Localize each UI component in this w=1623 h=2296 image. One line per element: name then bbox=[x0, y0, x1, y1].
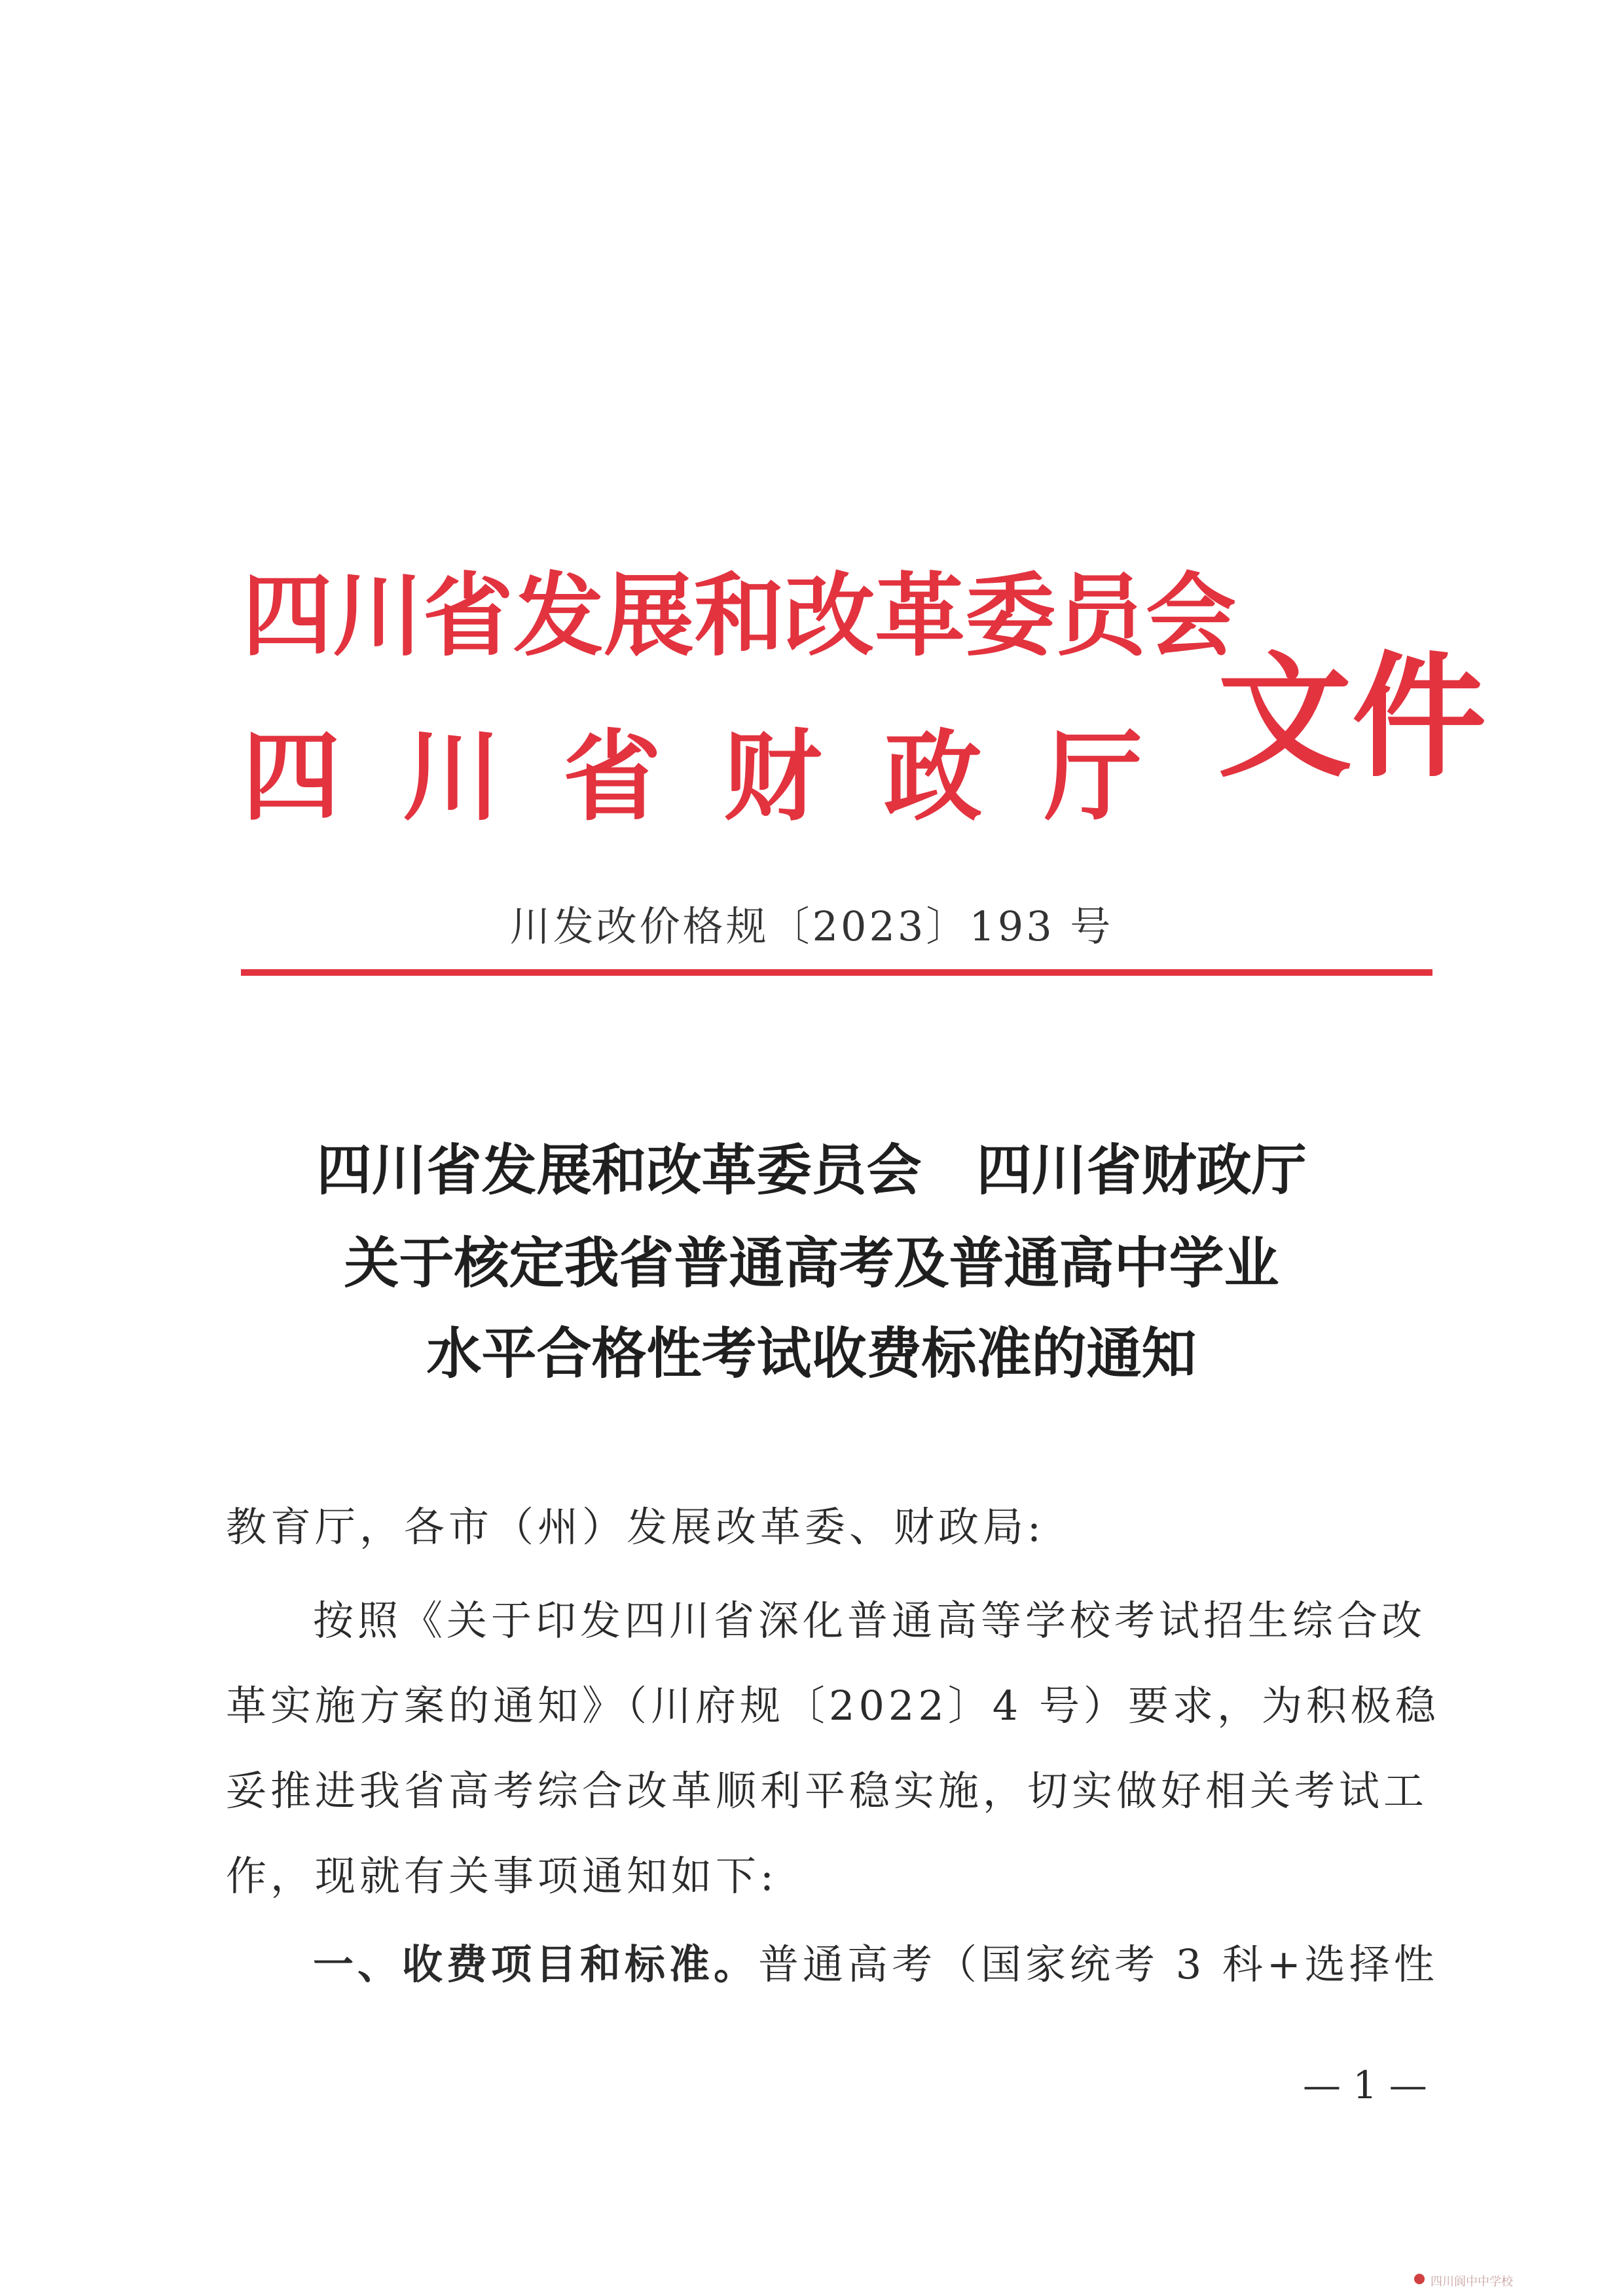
section-1 bbox=[313, 1932, 1438, 1990]
page-number: — 1 — bbox=[1303, 2063, 1427, 2107]
title-line-2: 关于核定我省普通高考及普通高中学业 bbox=[344, 1231, 1279, 1295]
paragraph-line: 作，现就有关事项通知如下: bbox=[226, 1852, 778, 1900]
title-line-1: 四川省发展和改革委员会 四川省财政厅 bbox=[316, 1138, 1307, 1202]
masthead-agency-2: 四川省财政厅 bbox=[242, 720, 1205, 834]
masthead-suffix: 文件 bbox=[1218, 640, 1486, 796]
salutation: 教育厅，各市（州）发展改革委、财政局: bbox=[226, 1503, 1045, 1551]
section-1-text: 普通高考（国家统考 3 科+选择性 bbox=[758, 1940, 1438, 1988]
paragraph-line: 妥推进我省高考综合改革顺利平稳实施，切实做好相关考试工 bbox=[226, 1767, 1429, 1815]
paragraph-line: 按照《关于印发四川省深化普通高等学校考试招生综合改 bbox=[313, 1597, 1427, 1644]
section-1-heading: 一、收费项目和标准。 bbox=[313, 1940, 759, 1988]
document-number: 川发改价格规〔2023〕193 号 bbox=[509, 902, 1114, 950]
watermark: 四川阆中中学校 bbox=[1431, 2275, 1513, 2289]
title-line-3: 水平合格性考试收费标准的通知 bbox=[426, 1321, 1197, 1386]
red-divider bbox=[241, 969, 1432, 976]
watermark-logo-icon bbox=[1414, 2274, 1425, 2284]
paragraph-line: 革实施方案的通知》（川府规〔2022〕4 号）要求，为积极稳 bbox=[226, 1682, 1440, 1730]
masthead-agency-1: 四川省发展和改革委员会 bbox=[242, 563, 1237, 669]
